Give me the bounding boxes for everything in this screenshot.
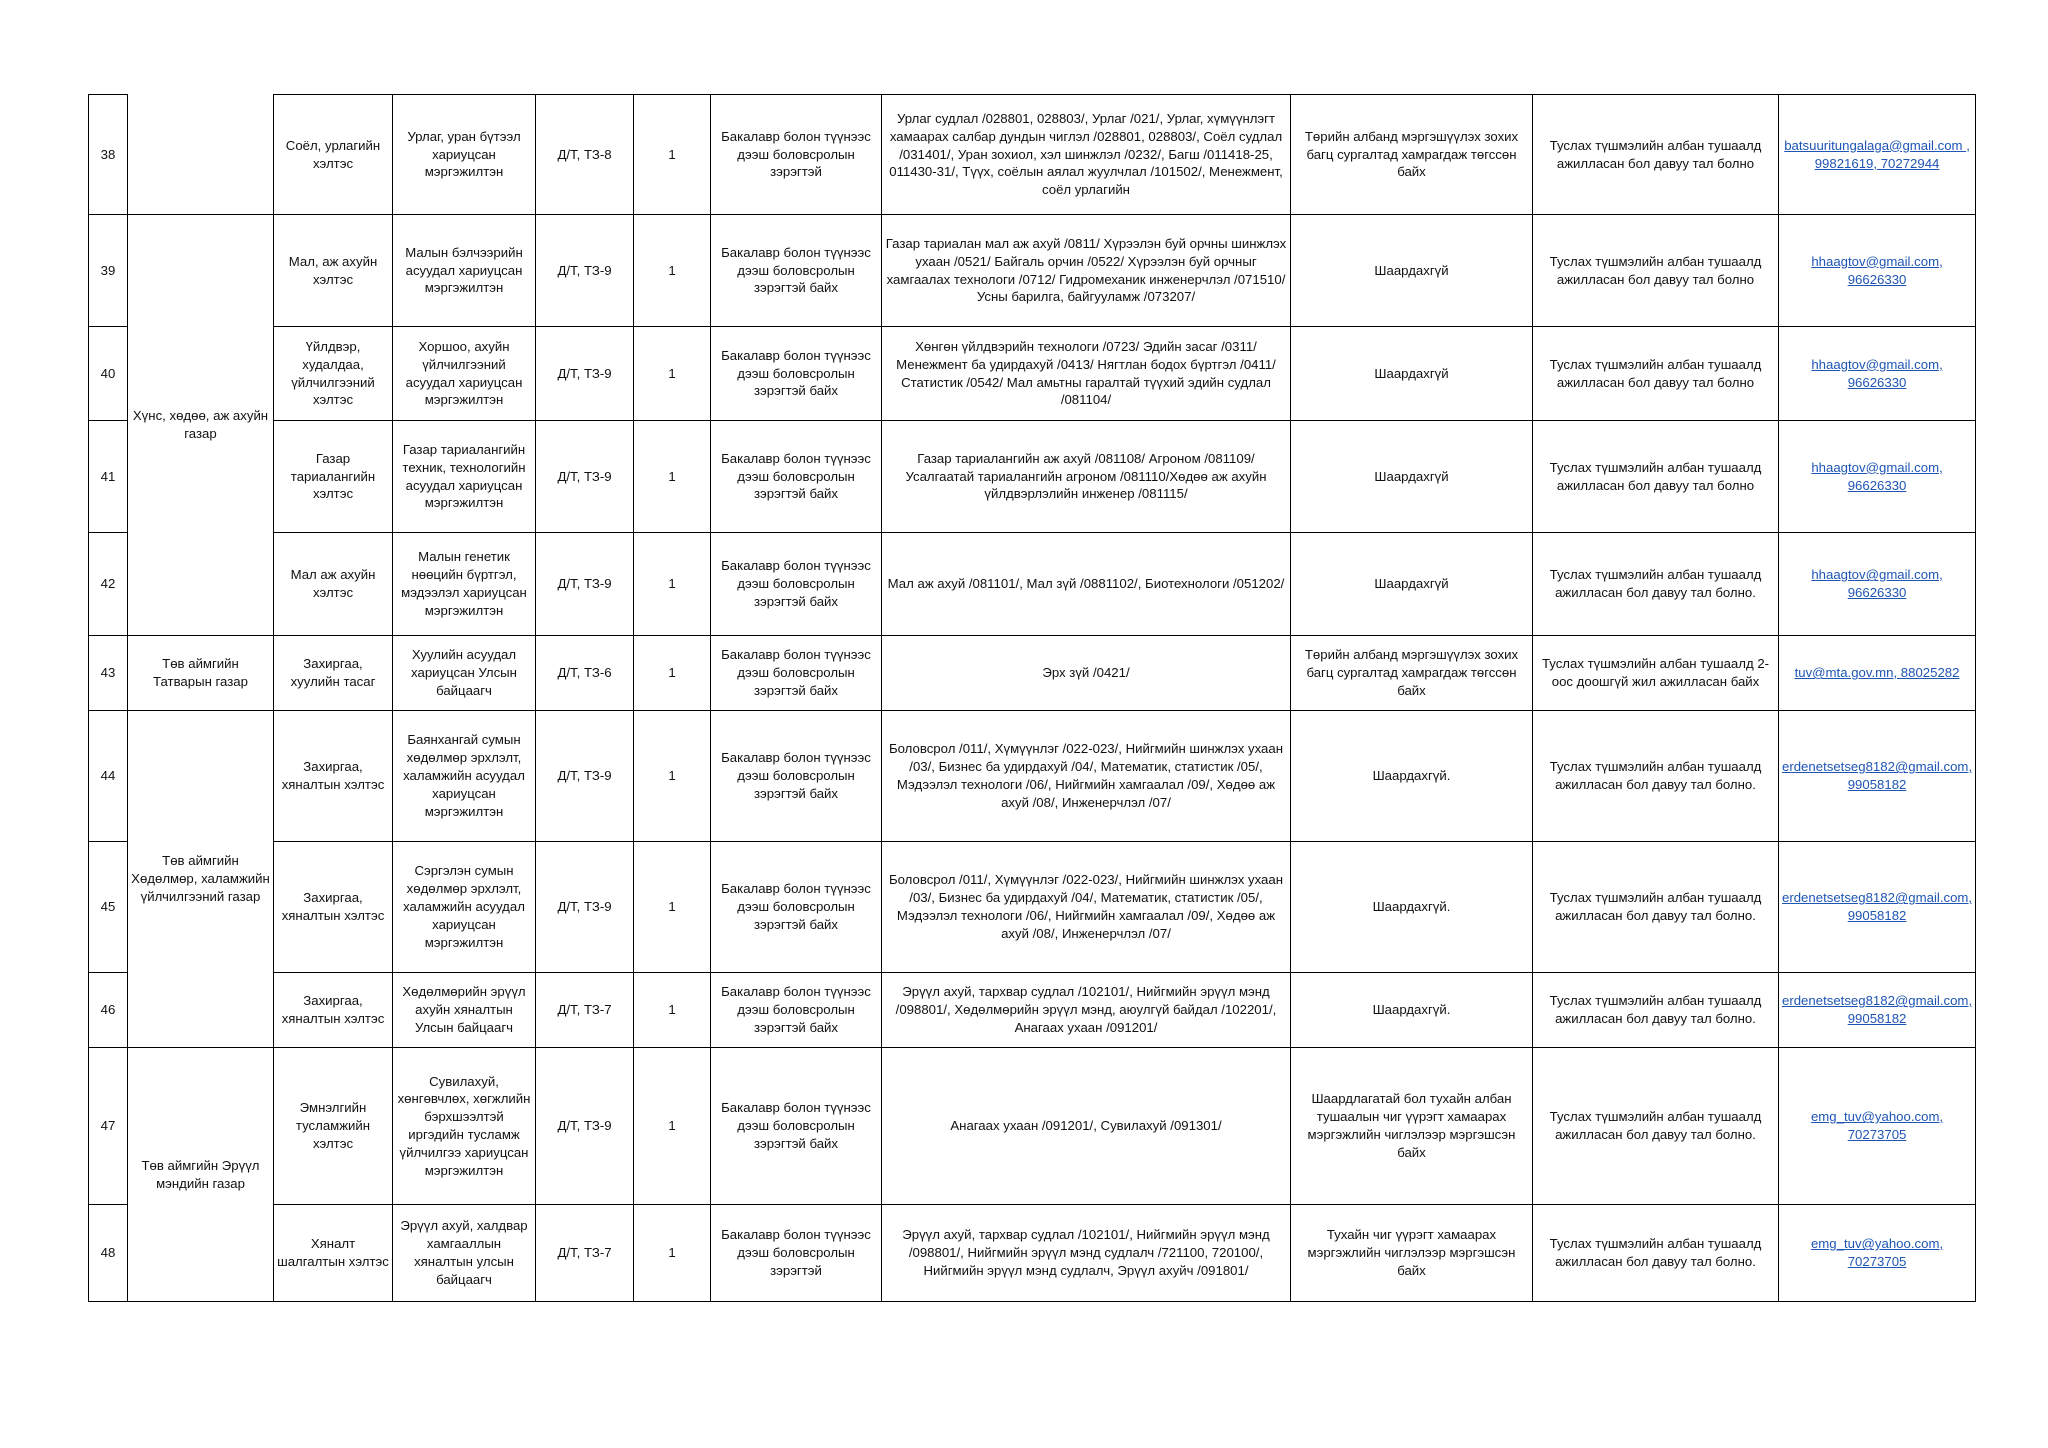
experience-cell: Туслах түшмэлийн албан тушаалд ажилласан бол давуу тал болно. <box>1533 1048 1779 1205</box>
contact-cell <box>1779 1205 1976 1302</box>
division-cell: Эмнэлгийн тусламжийн хэлтэс <box>274 1048 393 1205</box>
contact-cell <box>1779 95 1976 215</box>
contact-link[interactable]: hhaagtov@gmail.com, 96626330 <box>1811 459 1943 493</box>
table-row <box>89 533 1976 636</box>
division-cell: Мал, аж ахуйн хэлтэс <box>274 215 393 327</box>
position-cell: Баянхангай сумын хөдөлмөр эрхлэлт, халамжийн асуудал хариуцсан мэргэжилтэн <box>393 711 536 842</box>
position-cell: Сэргэлэн сумын хөдөлмөр эрхлэлт, халамжийн асуудал хариуцсан мэргэжилтэн <box>393 842 536 973</box>
experience-cell: Туслах түшмэлийн албан тушаалд ажилласан бол давуу тал болно <box>1533 95 1779 215</box>
division-cell: Захиргаа, хяналтын хэлтэс <box>274 973 393 1048</box>
rank-cell: Д/Т, ТЗ-9 <box>536 533 634 636</box>
training-cell: Тухайн чиг үүрэгт хамаарах мэргэжлийн чиглэлээр мэргэшсэн байх <box>1291 1205 1533 1302</box>
specialty-cell: Газар тариалан мал аж ахуй /0811/ Хүрээлэн буй орчны шинжлэх ухаан /0521/ Байгаль орчин /0522/ Хүрээлэн буй орчныг хамгаалах технологи /0712/ Гидромеханик инженерчлэл /071510/ Усны барилга, байгууламж /073207/ <box>882 215 1291 327</box>
rank-cell: Д/Т, ТЗ-6 <box>536 636 634 711</box>
division-cell: Захиргаа, хуулийн тасаг <box>274 636 393 711</box>
experience-cell: Туслах түшмэлийн албан тушаалд ажилласан бол давуу тал болно. <box>1533 1205 1779 1302</box>
row-number: 44 <box>89 711 128 842</box>
rank-cell: Д/Т, ТЗ-7 <box>536 973 634 1048</box>
division-cell: Хяналт шалгалтын хэлтэс <box>274 1205 393 1302</box>
division-cell: Газар тариалангийн хэлтэс <box>274 421 393 533</box>
position-cell: Газар тариалангийн техник, технологийн асуудал хариуцсан мэргэжилтэн <box>393 421 536 533</box>
experience-cell: Туслах түшмэлийн албан тушаалд ажилласан бол давуу тал болно <box>1533 327 1779 421</box>
count-cell: 1 <box>634 327 711 421</box>
division-cell: Захиргаа, хяналтын хэлтэс <box>274 711 393 842</box>
experience-cell: Туслах түшмэлийн албан тушаалд ажилласан бол давуу тал болно <box>1533 421 1779 533</box>
contact-link[interactable]: emg_tuv@yahoo.com, 70273705 <box>1810 1109 1944 1142</box>
specialty-cell: Хөнгөн үйлдвэрийн технологи /0723/ Эдийн засаг /0311/ Менежмент ба удирдахуй /0413/ Нягтлан бодох бүртгэл /0411/ Статистик /0542/ Мал амьтны гаралтай түүхий эдийн судлал /081104/ <box>882 327 1291 421</box>
specialty-cell: Урлаг судлал /028801, 028803/, Урлаг /021/, Урлаг, хүмүүнлэгт хамаарах салбар дундын чиглэл /028801, 028803/, Соёл судлал /031401/, Уран зохиол, хэл шинжлэл /0232/, Багш /011418-25, 011430-31/, Түүх, соёлын аялал жуулчлал /101502/, Менежмент, соёл урлагийн <box>882 95 1291 215</box>
organization-cell: Төв аймгийн Татварын газар <box>128 636 274 711</box>
specialty-cell: Эрх зүй /0421/ <box>882 636 1291 711</box>
rank-cell: Д/Т, ТЗ-9 <box>536 711 634 842</box>
count-cell: 1 <box>634 215 711 327</box>
contact-link[interactable]: batsuuritungalaga@gmail.com , 99821619, 70272944 <box>1784 137 1970 171</box>
position-cell: Эрүүл ахуй, халдвар хамгааллын хяналтын улсын байцаагч <box>393 1205 536 1302</box>
contact-link[interactable]: emg_tuv@yahoo.com, 70273705 <box>1810 1236 1944 1269</box>
training-cell: Шаардахгүй <box>1291 215 1533 327</box>
row-number: 47 <box>89 1048 128 1205</box>
training-cell: Шаардлагатай бол тухайн албан тушаалын чиг үүрэгт хамаарах мэргэжлийн чиглэлээр мэргэшсэн байх <box>1291 1048 1533 1205</box>
row-number: 43 <box>89 636 128 711</box>
training-cell: Төрийн албанд мэргэшүүлэх зохих багц сургалтад хамрагдаж төгссөн байх <box>1291 95 1533 215</box>
experience-cell: Туслах түшмэлийн албан тушаалд 2-оос доошгүй жил ажилласан байх <box>1533 636 1779 711</box>
table-row <box>89 421 1976 533</box>
count-cell: 1 <box>634 636 711 711</box>
experience-cell: Туслах түшмэлийн албан тушаалд ажилласан бол давуу тал болно <box>1533 215 1779 327</box>
vacancy-table <box>88 94 1976 1302</box>
education-cell: Бакалавр болон түүнээс дээш боловсролын зэрэгтэй байх <box>711 327 882 421</box>
specialty-cell: Мал аж ахуй /081101/, Мал зүй /0881102/, Биотехнологи /051202/ <box>882 533 1291 636</box>
rank-cell: Д/Т, ТЗ-9 <box>536 421 634 533</box>
row-number: 41 <box>89 421 128 533</box>
contact-cell <box>1779 636 1976 711</box>
specialty-cell: Боловсрол /011/, Хүмүүнлэг /022-023/, Нийгмийн шинжлэх ухаан /03/, Бизнес ба удирдахуй /04/, Математик, статистик /05/, Мэдээлэл технологи /06/, Нийгмийн хамгаалал /09/, Хөдөө аж ахуй /08/, Инженерчлэл /07/ <box>882 711 1291 842</box>
count-cell: 1 <box>634 973 711 1048</box>
contact-cell <box>1779 711 1976 842</box>
position-cell: Хоршоо, ахуйн үйлчилгээний асуудал хариуцсан мэргэжилтэн <box>393 327 536 421</box>
position-cell: Малын бэлчээрийн асуудал хариуцсан мэргэжилтэн <box>393 215 536 327</box>
rank-cell: Д/Т, ТЗ-9 <box>536 327 634 421</box>
contact-link[interactable]: erdenetsetseg8182@gmail.com, 99058182 <box>1782 759 1973 792</box>
row-number: 45 <box>89 842 128 973</box>
count-cell: 1 <box>634 533 711 636</box>
organization-cell: Төв аймгийн Хөдөлмөр, халамжийн үйлчилгээний газар <box>128 711 274 1048</box>
row-number: 48 <box>89 1205 128 1302</box>
rank-cell: Д/Т, ТЗ-7 <box>536 1205 634 1302</box>
table-row <box>89 711 1976 842</box>
training-cell: Шаардахгүй <box>1291 327 1533 421</box>
table-row <box>89 95 1976 215</box>
specialty-cell: Эрүүл ахуй, тархвар судлал /102101/, Нийгмийн эрүүл мэнд /098801/, Нийгмийн эрүүл мэнд судлалч /721100, 720100/, Нийгмийн эрүүл мэнд судлалч, Эрүүл ахуйч /091801/ <box>882 1205 1291 1302</box>
education-cell: Бакалавр болон түүнээс дээш боловсролын зэрэгтэй <box>711 1205 882 1302</box>
contact-cell <box>1779 842 1976 973</box>
count-cell: 1 <box>634 421 711 533</box>
table-row <box>89 842 1976 973</box>
rank-cell: Д/Т, ТЗ-9 <box>536 842 634 973</box>
row-number: 38 <box>89 95 128 215</box>
experience-cell: Туслах түшмэлийн албан тушаалд ажилласан бол давуу тал болно. <box>1533 973 1779 1048</box>
position-cell: Сувилахуй, хөнгөвчлөх, хөгжлийн бэрхшээлтэй иргэдийн тусламж үйлчилгээ хариуцсан мэргэжилтэн <box>393 1048 536 1205</box>
table-row <box>89 215 1976 327</box>
specialty-cell: Газар тариалангийн аж ахуй /081108/ Агроном /081109/ Усалгаатай тариалангийн агроном /081110/Хөдөө аж ахуйн үйлдвэрлэлийн инженер /081115/ <box>882 421 1291 533</box>
contact-link[interactable]: erdenetsetseg8182@gmail.com, 99058182 <box>1782 993 1973 1026</box>
division-cell: Үйлдвэр, худалдаа, үйлчилгээний хэлтэс <box>274 327 393 421</box>
education-cell: Бакалавр болон түүнээс дээш боловсролын зэрэгтэй байх <box>711 1048 882 1205</box>
education-cell: Бакалавр болон түүнээс дээш боловсролын зэрэгтэй байх <box>711 215 882 327</box>
contact-cell <box>1779 973 1976 1048</box>
training-cell: Төрийн албанд мэргэшүүлэх зохих багц сургалтад хамрагдаж төгссөн байх <box>1291 636 1533 711</box>
table-row <box>89 1048 1976 1205</box>
education-cell: Бакалавр болон түүнээс дээш боловсролын зэрэгтэй <box>711 95 882 215</box>
education-cell: Бакалавр болон түүнээс дээш боловсролын зэрэгтэй байх <box>711 533 882 636</box>
organization-cell <box>128 95 274 215</box>
education-cell: Бакалавр болон түүнээс дээш боловсролын зэрэгтэй байх <box>711 421 882 533</box>
division-cell: Мал аж ахуйн хэлтэс <box>274 533 393 636</box>
contact-cell <box>1779 421 1976 533</box>
education-cell: Бакалавр болон түүнээс дээш боловсролын зэрэгтэй байх <box>711 636 882 711</box>
count-cell: 1 <box>634 711 711 842</box>
education-cell: Бакалавр болон түүнээс дээш боловсролын зэрэгтэй байх <box>711 842 882 973</box>
rank-cell: Д/Т, ТЗ-8 <box>536 95 634 215</box>
experience-cell: Туслах түшмэлийн албан тушаалд ажилласан бол давуу тал болно. <box>1533 711 1779 842</box>
count-cell: 1 <box>634 1205 711 1302</box>
contact-cell <box>1779 533 1976 636</box>
rank-cell: Д/Т, ТЗ-9 <box>536 1048 634 1205</box>
education-cell: Бакалавр болон түүнээс дээш боловсролын зэрэгтэй байх <box>711 973 882 1048</box>
organization-cell: Төв аймгийн Эрүүл мэндийн газар <box>128 1048 274 1302</box>
count-cell: 1 <box>634 1048 711 1205</box>
rank-cell: Д/Т, ТЗ-9 <box>536 215 634 327</box>
contact-cell <box>1779 327 1976 421</box>
training-cell: Шаардахгүй. <box>1291 842 1533 973</box>
position-cell: Хуулийн асуудал хариуцсан Улсын байцаагч <box>393 636 536 711</box>
contact-link[interactable]: hhaagtov@gmail.com, 96626330 <box>1811 356 1943 390</box>
organization-cell: Хүнс, хөдөө, аж ахуйн газар <box>128 215 274 636</box>
contact-link[interactable]: erdenetsetseg8182@gmail.com, 99058182 <box>1782 890 1973 923</box>
specialty-cell: Боловсрол /011/, Хүмүүнлэг /022-023/, Нийгмийн шинжлэх ухаан /03/, Бизнес ба удирдахуй /04/, Математик, статистик /05/, Мэдээлэл технологи /06/, Нийгмийн хамгаалал /09/, Хөдөө аж ахуй /08/, Инженерчлэл /07/ <box>882 842 1291 973</box>
table-row <box>89 973 1976 1048</box>
contact-link[interactable]: hhaagtov@gmail.com, 96626330 <box>1811 253 1943 287</box>
contact-cell <box>1779 1048 1976 1205</box>
position-cell: Хөдөлмөрийн эрүүл ахуйн хяналтын Улсын байцаагч <box>393 973 536 1048</box>
contact-link[interactable]: hhaagtov@gmail.com, 96626330 <box>1811 567 1943 600</box>
row-number: 42 <box>89 533 128 636</box>
contact-link[interactable]: tuv@mta.gov.mn, 88025282 <box>1794 665 1960 681</box>
row-number: 40 <box>89 327 128 421</box>
position-cell: Урлаг, уран бүтээл хариуцсан мэргэжилтэн <box>393 95 536 215</box>
training-cell: Шаардахгүй. <box>1291 973 1533 1048</box>
table-row <box>89 1205 1976 1302</box>
experience-cell: Туслах түшмэлийн албан тушаалд ажилласан бол давуу тал болно. <box>1533 533 1779 636</box>
table-row <box>89 327 1976 421</box>
training-cell: Шаардахгүй <box>1291 533 1533 636</box>
count-cell: 1 <box>634 842 711 973</box>
experience-cell: Туслах түшмэлийн албан тушаалд ажилласан бол давуу тал болно. <box>1533 842 1779 973</box>
division-cell: Соёл, урлагийн хэлтэс <box>274 95 393 215</box>
table-row <box>89 636 1976 711</box>
position-cell: Малын генетик нөөцийн бүртгэл, мэдээлэл хариуцсан мэргэжилтэн <box>393 533 536 636</box>
count-cell: 1 <box>634 95 711 215</box>
training-cell: Шаардахгүй <box>1291 421 1533 533</box>
training-cell: Шаардахгүй. <box>1291 711 1533 842</box>
row-number: 39 <box>89 215 128 327</box>
row-number: 46 <box>89 973 128 1048</box>
education-cell: Бакалавр болон түүнээс дээш боловсролын зэрэгтэй байх <box>711 711 882 842</box>
specialty-cell: Эрүүл ахуй, тархвар судлал /102101/, Нийгмийн эрүүл мэнд /098801/, Хөдөлмөрийн эрүүл мэнд, аюулгүй байдал /102201/, Анагаах ухаан /091201/ <box>882 973 1291 1048</box>
contact-cell <box>1779 215 1976 327</box>
specialty-cell: Анагаах ухаан /091201/, Сувилахуй /091301/ <box>882 1048 1291 1205</box>
division-cell: Захиргаа, хяналтын хэлтэс <box>274 842 393 973</box>
